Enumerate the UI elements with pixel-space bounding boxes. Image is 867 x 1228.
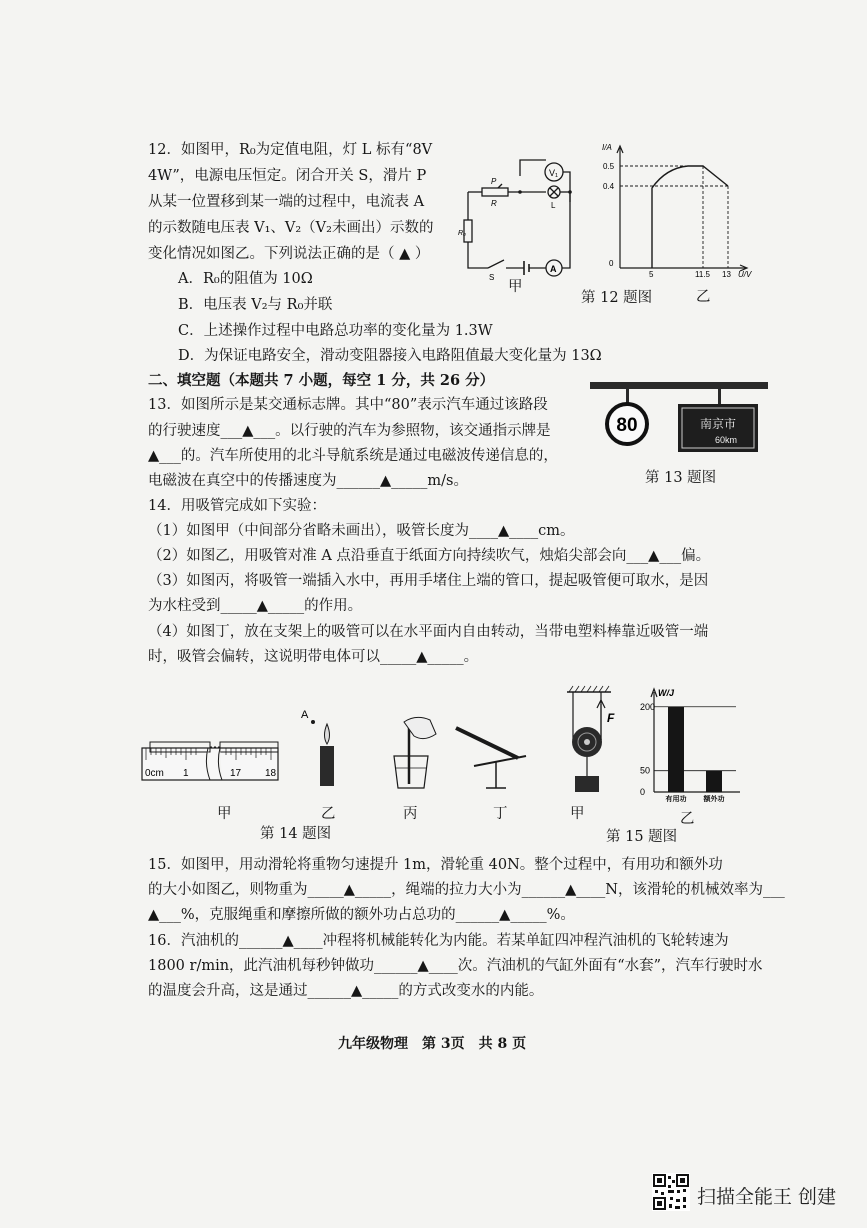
graph-x-label: U/V	[738, 270, 752, 278]
graph-origin: 0	[609, 259, 614, 268]
q14-line-4: （3）如图丙，将吸管一端插入水中，再用手堵住上端的管口，提起吸管便可取水，是因	[148, 573, 709, 589]
q14-sub-yi: 乙	[321, 806, 336, 822]
ruler-label-1: 1	[183, 768, 189, 779]
force-label: F	[607, 711, 615, 725]
speed-limit-value: 80	[616, 415, 638, 436]
glass-icon	[394, 756, 428, 788]
q14-line-7: 时，吸管会偏转，这说明带电体可以_____▲_____。	[148, 649, 479, 665]
q14-line-3: （2）如图乙，用吸管对准 A 点沿垂直于纸面方向持续吹气，烛焰尖部会向___▲___偏。	[148, 548, 711, 564]
q12-sub-jia: 甲	[508, 279, 523, 295]
page-footer: 九年级物理 第 3页 共 8 页	[338, 1036, 527, 1052]
bar-extra-work	[706, 771, 722, 792]
point-a-label: A	[301, 709, 309, 721]
ruler-straw-figure	[142, 742, 278, 780]
glass-straw-figure	[394, 717, 436, 788]
sign-city: 南京市	[699, 417, 737, 431]
candle-figure	[301, 709, 334, 786]
q13-caption: 第 13 题图	[645, 470, 717, 486]
graph-x-tick-5: 5	[649, 270, 654, 278]
graph-y-tick-05: 0.5	[603, 162, 615, 171]
q12-circuit-diagram	[458, 150, 576, 280]
flame-icon	[325, 724, 330, 744]
q14-line-6: （4）如图丁，放在支架上的吸管可以在水平面内自由转动，当带电塑料棒靠近吸管一端	[148, 624, 709, 640]
q12-iu-graph	[600, 140, 760, 278]
bar-chart-y-label: W/J	[658, 688, 675, 698]
q12-line-4: 的示数随电压表 V₁、V₂（V₂未画出）示数的	[148, 220, 434, 236]
q14-line-2: （1）如图甲（中间部分省略未画出），吸管长度为____▲____cm。	[148, 523, 575, 539]
graph-x-tick-13: 13	[722, 270, 731, 278]
charged-rod-icon	[456, 728, 518, 758]
ruler-label-17: 17	[230, 768, 242, 779]
graph-x-tick-115: 11.5	[695, 270, 710, 278]
sign-distance: 60km	[714, 435, 738, 445]
q16-line-2: 1800 r/min，此汽油机每秒钟做功______▲____次。汽油机的气缸外面有“水套”，汽车行驶时水	[148, 958, 763, 974]
graph-y-label: I/A	[602, 143, 612, 152]
q14-sub-bing: 丙	[403, 806, 418, 822]
q15-line-3: ▲___%，克服绳重和摩擦所做的额外功占总功的______▲_____%。	[148, 907, 575, 923]
q14-sub-jia: 甲	[217, 806, 232, 822]
q13-line-3: ▲___的。汽车所使用的北斗导航系统是通过电磁波传递信息的，	[148, 448, 558, 464]
q15-caption: 第 15 题图	[606, 829, 678, 845]
pivot-straw-figure	[456, 728, 526, 788]
q12-option-d: D．为保证电路安全，滑动变阻器接入电路阻值最大变化量为 13Ω	[178, 348, 602, 364]
q14-figures	[138, 700, 578, 800]
q13-line-4: 电磁波在真空中的传播速度为______▲_____m/s。	[148, 473, 468, 489]
q12-option-a: A．R₀的阻值为 10Ω	[178, 271, 313, 287]
q15-work-bar-chart	[640, 684, 752, 802]
q14-line-5: 为水柱受到_____▲_____的作用。	[148, 598, 363, 614]
q15-line-1: 15．如图甲，用动滑轮将重物匀速提升 1m，滑轮重 40N。整个过程中，有用功和额外功	[148, 857, 723, 873]
qr-code-icon	[652, 1173, 690, 1211]
q16-line-3: 的温度会升高，这是通过______▲_____的方式改变水的内能。	[148, 983, 544, 999]
q12-option-c: C．上述操作过程中电路总功率的变化量为 1.3W	[178, 323, 493, 339]
weight-block-icon	[575, 776, 599, 792]
q12-line-1: 12．如图甲，R₀为定值电阻，灯 L 标有“8V	[148, 142, 433, 158]
section-2-heading: 二、填空题（本题共 7 小题，每空 1 分，共 26 分）	[148, 372, 495, 389]
pivot-straw-icon	[474, 756, 526, 766]
graph-y-tick-04: 0.4	[603, 182, 615, 191]
bar-chart-y-tick: 50	[640, 765, 651, 776]
p-label: P	[491, 177, 497, 186]
q15-line-2: 的大小如图乙，则物重为_____▲_____，绳端的拉力大小为______▲____N，该滑轮的机械效率为___	[148, 882, 785, 898]
q13-line-1: 13．如图所示是某交通标志牌。其中“80”表示汽车通过该路段	[148, 397, 548, 413]
bar-chart-y-tick: 200	[640, 701, 656, 712]
scanner-watermark: 扫描全能王 创建	[697, 1186, 837, 1208]
q12-line-5: 变化情况如图乙。下列说法正确的是（ ▲ ）	[148, 246, 430, 262]
r0-label: R₀	[458, 230, 467, 237]
bar-chart-y-tick: 0	[640, 787, 646, 797]
q12-caption: 第 12 题图	[581, 290, 653, 306]
q15-sub-yi: 乙	[680, 811, 695, 827]
ruler-label-0cm: 0cm	[145, 768, 164, 779]
v1-label: V₁	[549, 168, 559, 178]
candle-icon	[320, 746, 334, 786]
bar-useful-work	[668, 707, 684, 792]
q14-sub-ding: 丁	[493, 806, 508, 822]
q16-line-1: 16．汽油机的______▲____冲程将机械能转化为内能。若某单缸四冲程汽油机的飞轮转速为	[148, 933, 729, 949]
q12-option-b: B．电压表 V₂与 R₀并联	[178, 297, 333, 313]
q12-line-2: 4W”，电源电压恒定。闭合开关 S，滑片 P	[148, 168, 427, 184]
q14-caption: 第 14 题图	[260, 826, 332, 842]
q13-traffic-sign	[590, 378, 770, 462]
bar-category-label: 额外功	[703, 796, 725, 802]
q13-line-2: 的行驶速度___▲___。以行驶的汽车为参照物，该交通指示牌是	[148, 423, 551, 439]
l-label: L	[551, 201, 556, 210]
r-label: R	[491, 199, 497, 208]
q12-sub-yi: 乙	[696, 289, 711, 305]
s-label: S	[489, 273, 495, 280]
bar-category-label: 有用功	[665, 796, 687, 802]
stand-icon	[486, 762, 506, 788]
q15-pulley-figure	[555, 684, 635, 804]
q14-line-1: 14．用吸管完成如下实验：	[148, 498, 326, 514]
q12-line-3: 从某一位置移到某一端的过程中，电流表 A	[148, 194, 425, 210]
ammeter-label: A	[550, 264, 557, 274]
q15-sub-jia: 甲	[570, 806, 585, 822]
ruler-label-18: 18	[265, 768, 277, 779]
